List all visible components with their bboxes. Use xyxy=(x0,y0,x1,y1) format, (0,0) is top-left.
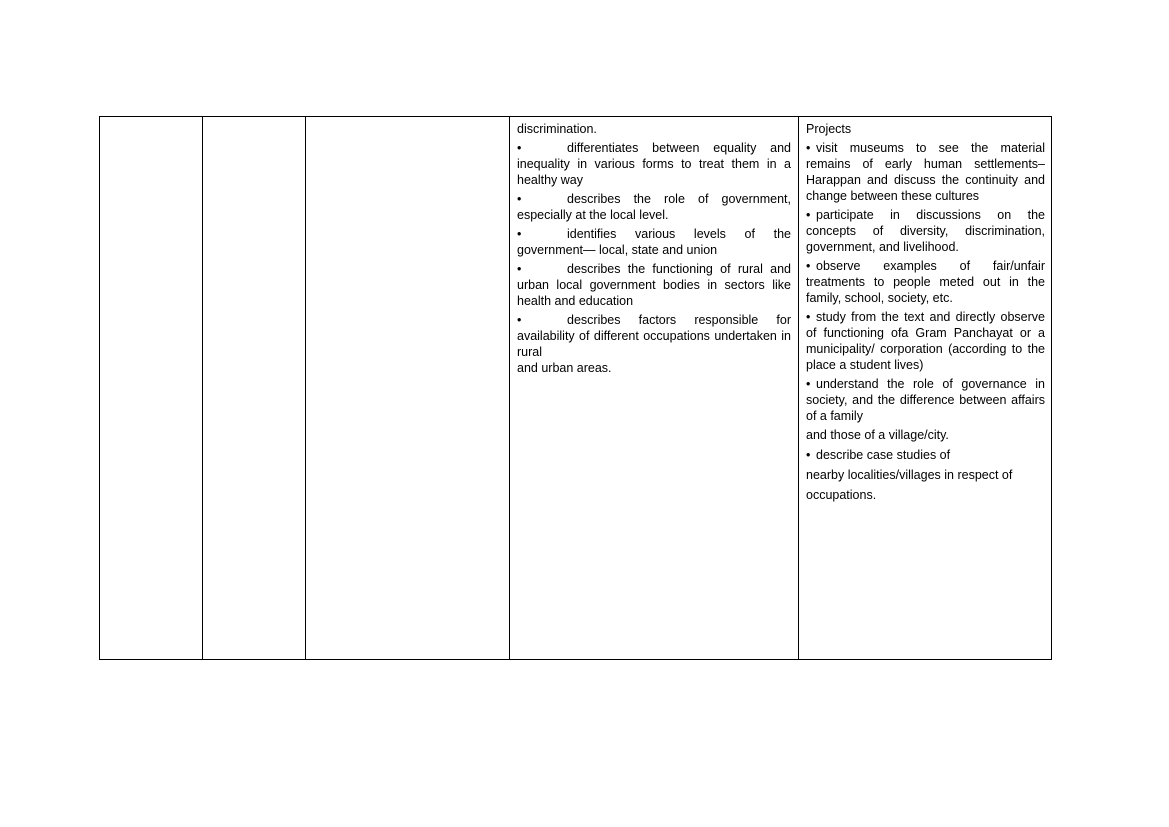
bullet-icon: • xyxy=(517,227,522,241)
list-item: • identifies various levels of the government— local, state and union xyxy=(517,227,791,257)
continuation-text: occupations. xyxy=(806,488,877,502)
pedagogy-cell xyxy=(798,117,1051,659)
list-item: • describes factors responsible for availability of different occupations undertaken in rural xyxy=(517,313,791,359)
curriculum-table xyxy=(99,116,1052,660)
bullet-icon: • xyxy=(806,448,811,462)
list-item: • understand the role of governance in society, and the difference between affairs of a family xyxy=(806,377,1045,423)
continuation-text: nearby localities/villages in respect of xyxy=(806,468,1013,482)
bullet-icon: • xyxy=(806,141,811,155)
list-item: • participate in discussions on the concepts of diversity, discrimination, government, and livelihood. xyxy=(806,208,1045,254)
list-item: • differentiates between equality and inequality in various forms to treat them in a healthy way xyxy=(517,141,791,187)
projects-heading: Projects xyxy=(806,122,852,136)
list-item: • describes the functioning of rural and urban local government bodies in sectors like health and education xyxy=(517,262,791,308)
bullet-icon: • xyxy=(806,208,811,222)
table-cell-3 xyxy=(305,117,510,659)
bullet-icon: • xyxy=(806,377,811,391)
tail-text: and urban areas. xyxy=(517,361,612,375)
table-cell-1 xyxy=(100,117,203,659)
table-cell-2 xyxy=(202,117,306,659)
list-item: • observe examples of fair/unfair treatments to people meted out in the family, school, society, etc. xyxy=(806,259,1045,305)
bullet-icon: • xyxy=(806,259,811,273)
bullet-icon: • xyxy=(517,192,522,206)
learning-outcomes-cell xyxy=(509,117,799,659)
list-item: • visit museums to see the material remains of early human settlements– Harappan and discuss the continuity and change between these cultures xyxy=(806,141,1045,203)
bullet-icon: • xyxy=(517,313,522,327)
list-item: • study from the text and directly observe of functioning ofa Gram Panchayat or a municipality/ corporation (according to the place a student lives) xyxy=(806,310,1045,372)
list-item: • describes the role of government, especially at the local level. xyxy=(517,192,791,222)
lead-text: discrimination. xyxy=(517,122,597,136)
list-item: • describe case studies of xyxy=(806,448,951,462)
bullet-icon: • xyxy=(517,262,522,276)
bullet-icon: • xyxy=(517,141,522,155)
bullet-icon: • xyxy=(806,310,811,324)
continuation-text: and those of a village/city. xyxy=(806,428,949,442)
